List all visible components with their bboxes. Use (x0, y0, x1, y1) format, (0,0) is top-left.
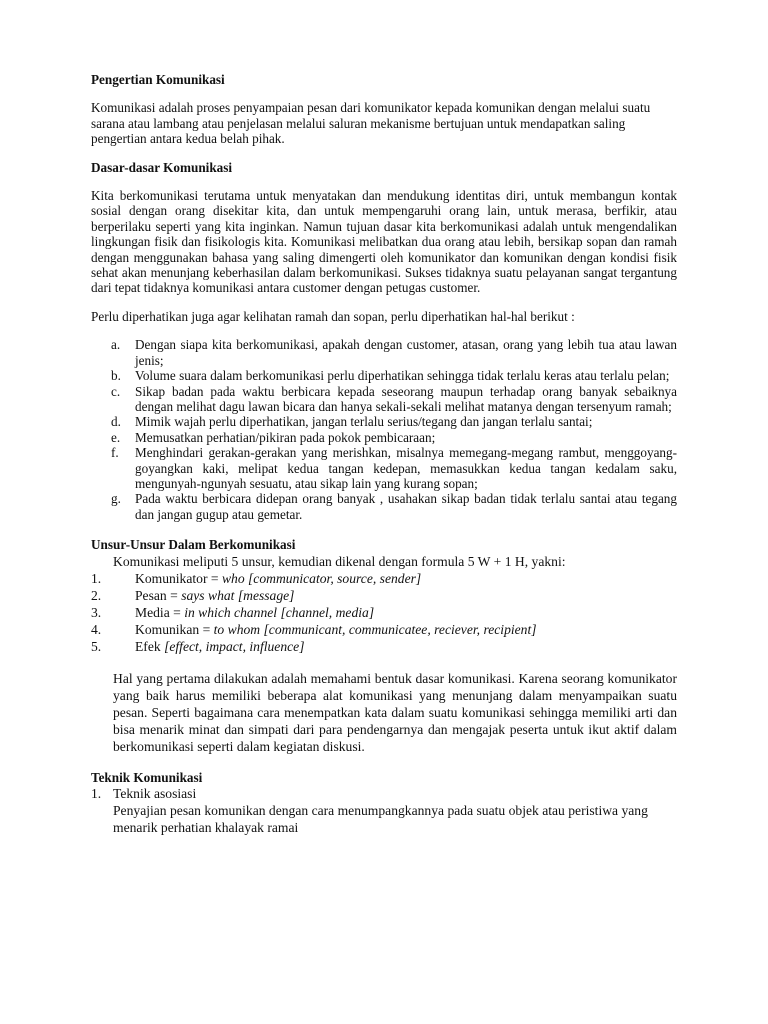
paragraph-pengertian: Komunikasi adalah proses penyampaian pesan dari komunikator kepada komunikan dengan melalui suatu sarana atau lambang atau penjelasan melalui saluran mekanisme bertujuan untuk mendapatkan saling pengertian antara kedua belah pihak. (91, 100, 651, 147)
teknik-list (91, 785, 677, 836)
list-item (91, 368, 677, 383)
list-marker: 1. (91, 570, 102, 586)
list-item (91, 384, 677, 415)
list-item-text: Sikap badan pada waktu berbicara kepada seseorang maupun terhadap orang banyak sebaiknya dengan melihat dagu lawan bicara dan hanya sekali-sekali melihat matanya dengan tersenyum ramah; (135, 383, 677, 414)
list-marker: 2. (91, 587, 102, 603)
list-item-text: Volume suara dalam berkomunikasi perlu diperhatikan sehingga tidak terlalu keras atau terlalu pelan; (135, 368, 670, 384)
list-item-term: Pesan = (135, 587, 182, 603)
list-marker: 5. (91, 638, 102, 654)
list-item-term: Komunikan = (135, 621, 214, 637)
list-item-detail: to whom [communicant, communicatee, reciever, recipient] (213, 621, 537, 637)
list-item (91, 570, 677, 587)
list-item (91, 337, 677, 368)
list-marker: 4. (91, 621, 102, 637)
list-marker: 3. (91, 604, 102, 620)
list-marker: 1. (91, 785, 102, 801)
list-item-detail: in which channel [channel, media] (184, 604, 375, 620)
heading-dasar-komunikasi: Dasar-dasar Komunikasi (91, 159, 233, 175)
list-item-detail: [effect, impact, influence] (164, 638, 305, 654)
paragraph-dasar: Kita berkomunikasi terutama untuk menyatakan dan mendukung identitas diri, untuk membangun kontak sosial dengan orang disekitar kita, dan untuk mempengaruhi orang lain, untuk merasa, berfikir, atau berperilaku seperti yang kita inginkan. Namun tujuan dasar kita berkomunikasi adalah untuk mengendalikan lingkungan fisik dan fisikologis kita. Komunikasi melibatkan dua orang atau lebih, bersikap sopan dan ramah dengan menggunakan bahasa yang saling dimengerti oleh komunikator dan komunikan dengan kondisi fisik sehat akan menunjang keberhasilan dalam berkomunikasi. Sukses tidaknya suatu pelayanan sangat tergantung dari tepat tidaknya komunikasi antara customer dengan petugas customer. (91, 188, 677, 296)
numbered-list (91, 570, 677, 655)
document-page (91, 72, 677, 836)
list-item-text: Mimik wajah perlu diperhatikan, jangan terlalu serius/tegang dan jangan terlalu santai; (135, 414, 593, 430)
list-item-text: Menghindari gerakan-gerakan yang merishkan, misalnya memegang-megang rambut, menggoyang-goyangkan kaki, melipat kedua tangan kedepan, memasukkan kedua tangan kedalam saku, mengunyah-ngunyah sesuatu, atau sikap lain yang kurang sopan; (135, 445, 677, 491)
list-item (91, 785, 677, 836)
list-item (91, 430, 677, 445)
lettered-list (91, 337, 677, 522)
teknik-description: Penyajian pesan komunikan dengan cara menumpangkannya pada suatu objek atau peristiwa yang menarik perhatian khalayak ramai (113, 802, 648, 835)
list-item (91, 621, 677, 638)
list-marker: b. (111, 368, 121, 384)
list-marker: e. (111, 429, 121, 445)
list-item-term: Komunikator = (135, 570, 222, 586)
list-item (91, 445, 677, 491)
list-marker: d. (111, 414, 121, 430)
list-item-detail: who [communicator, source, sender] (221, 570, 422, 586)
list-item-text: Dengan siapa kita berkomunikasi, apakah dengan customer, atasan, orang yang lebih tua atau lawan jenis; (135, 337, 677, 368)
unsur-block (91, 553, 677, 655)
list-item (91, 414, 677, 429)
list-item (91, 604, 677, 621)
list-item-text: Pada waktu berbicara didepan orang banyak , usahakan sikap badan tidak terlalu santai atau tegang dan jangan gugup atau gemetar. (135, 491, 677, 522)
list-item-text: Memusatkan perhatian/pikiran pada pokok pembicaraan; (135, 429, 436, 445)
list-marker: a. (111, 337, 121, 353)
heading-teknik-komunikasi: Teknik Komunikasi (91, 769, 203, 785)
heading-unsur-komunikasi: Unsur-Unsur Dalam Berkomunikasi (91, 537, 296, 553)
paragraph-unsur-body: Hal yang pertama dilakukan adalah memahami bentuk dasar komunikasi. Karena seorang komunikator yang baik harus memiliki beberapa alat komunikasi yang menunjang dalam menyampaikan suatu pesan. Seperti bagaimana cara menempatkan kata dalam suatu komunikasi sehingga memiliki arti dan bisa menarik minat dan simpati dari para pendengarnya dan mengajak peserta untuk ikut aktif dalam berkomunikasi seperti dalam kegiatan diskusi. (113, 670, 677, 754)
list-item (91, 491, 677, 522)
paragraph-perlu-diperhatikan: Perlu diperhatikan juga agar kelihatan ramah dan sopan, perlu diperhatikan hal-hal berikut : (91, 308, 575, 324)
heading-pengertian-komunikasi: Pengertian Komunikasi (91, 72, 225, 87)
paragraph-unsur-intro: Komunikasi meliputi 5 unsur, kemudian dikenal dengan formula 5 W + 1 H, yakni: (113, 553, 566, 569)
list-item (91, 587, 677, 604)
list-marker: f. (111, 445, 119, 461)
list-item-detail: says what [message] (181, 587, 295, 603)
list-marker: g. (111, 491, 121, 507)
list-marker: c. (111, 383, 121, 399)
list-item-term: Efek (135, 638, 165, 654)
teknik-name: Teknik asosiasi (113, 785, 197, 801)
list-item (91, 638, 677, 655)
list-item-term: Media = (135, 604, 185, 620)
